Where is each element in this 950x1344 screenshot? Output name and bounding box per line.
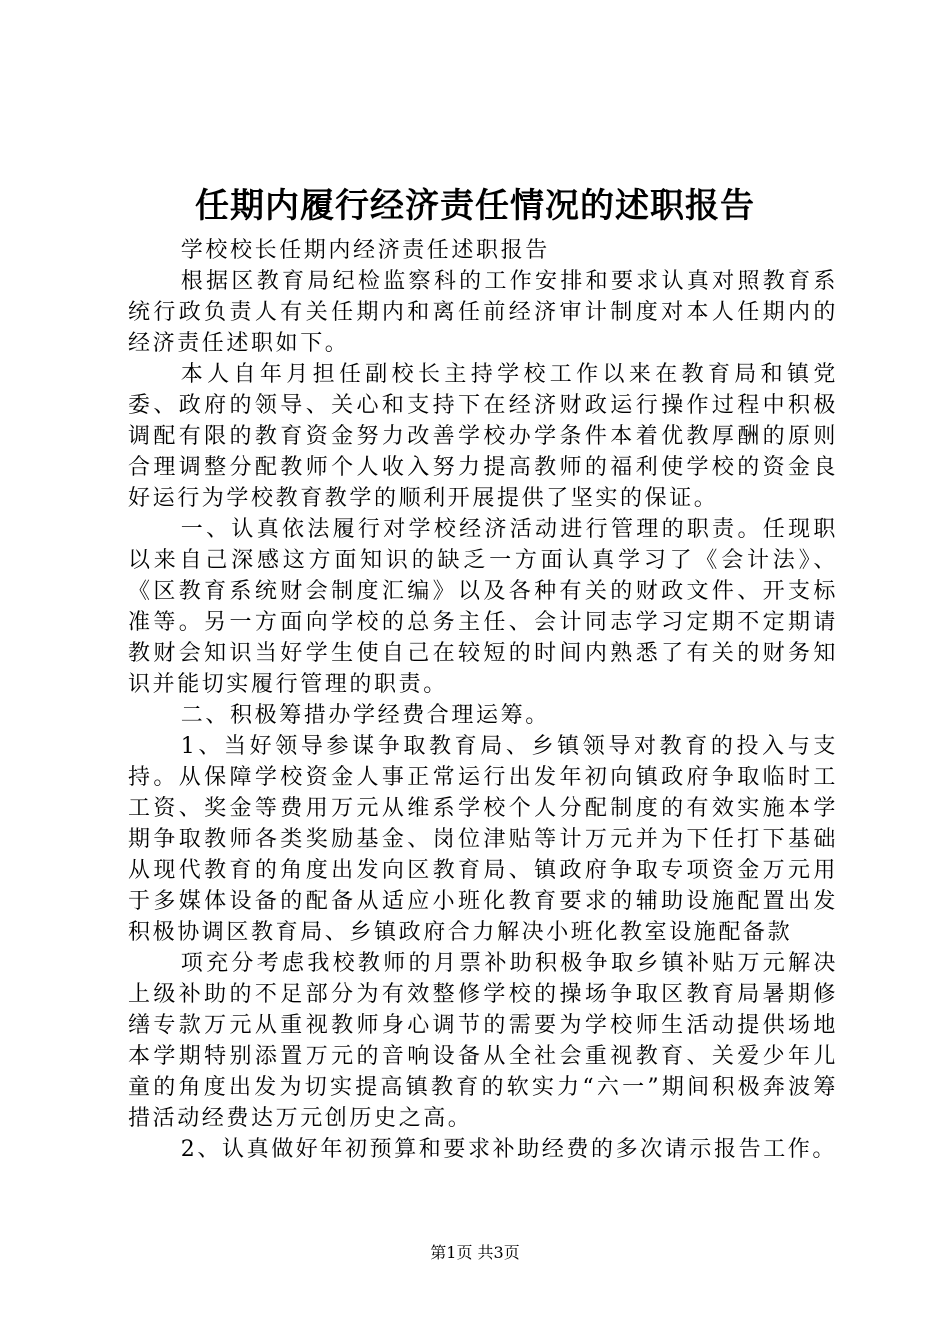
paragraph-section-one: 一、认真依法履行对学校经济活动进行管理的职责。任现职以来自己深感这方面知识的缺乏一方面认真学习了《会计法》、《区教育系统财会制度汇编》以及各种有关的财政文件、开支标准等。另一方面向学校的总务主任、会计同志学习定期不定期请教财会知识当好学生使自己在较短的时间内熟悉了有关的财务知识并能切实履行管理的职责。 [128,517,838,697]
page-footer: 第1页 共3页 [430,1243,520,1262]
paragraph-intro: 根据区教育局纪检监察科的工作安排和要求认真对照教育系统行政负责人有关任期内和离任前经济审计制度对本人任期内的经济责任述职如下。 [128,269,838,356]
document-body [128,235,838,1165]
paragraph-background: 本人自年月担任副校长主持学校工作以来在教育局和镇党委、政府的领导、关心和支持下在经济财政运行操作过程中积极调配有限的教育资金努力改善学校办学条件本着优教厚酬的原则合理调整分配教师个人收入努力提高教师的福利使学校的资金良好运行为学校教育教学的顺利开展提供了坚实的保证。 [128,362,838,511]
paragraph-item-two: 2、认真做好年初预算和要求补助经费的多次请示报告工作。 [180,1137,837,1162]
paragraph-subtitle: 学校校长任期内经济责任述职报告 [180,238,550,263]
paragraph-section-two-heading: 二、积极筹措办学经费合理运筹。 [180,703,550,728]
paragraph-item-one: 1、当好领导参谋争取教育局、乡镇领导对教育的投入与支持。从保障学校资金人事正常运行出发年初向镇政府争取临时工工资、奖金等费用万元从维系学校个人分配制度的有效实施本学期争取教师各类奖励基金、岗位津贴等计万元并为下任打下基础从现代教育的角度出发向区教育局、镇政府争取专项资金万元用于多媒体设备的配备从适应小班化教育要求的辅助设施配置出发积极协调区教育局、乡镇政府合力解决小班化教室设施配备款 [128,734,838,945]
document-title: 任期内履行经济责任情况的述职报告 [195,186,755,226]
paragraph-item-one-continued: 项充分考虑我校教师的月票补助积极争取乡镇补贴万元解决上级补助的不足部分为有效整修学校的操场争取区教育局暑期修缮专款万元从重视教师身心调节的需要为学校师生活动提供场地本学期特别添置万元的音响设备从全社会重视教育、关爱少年儿童的角度出发为切实提高镇教育的软实力“六一”期间积极奔波筹措活动经费达万元创历史之高。 [128,951,838,1131]
